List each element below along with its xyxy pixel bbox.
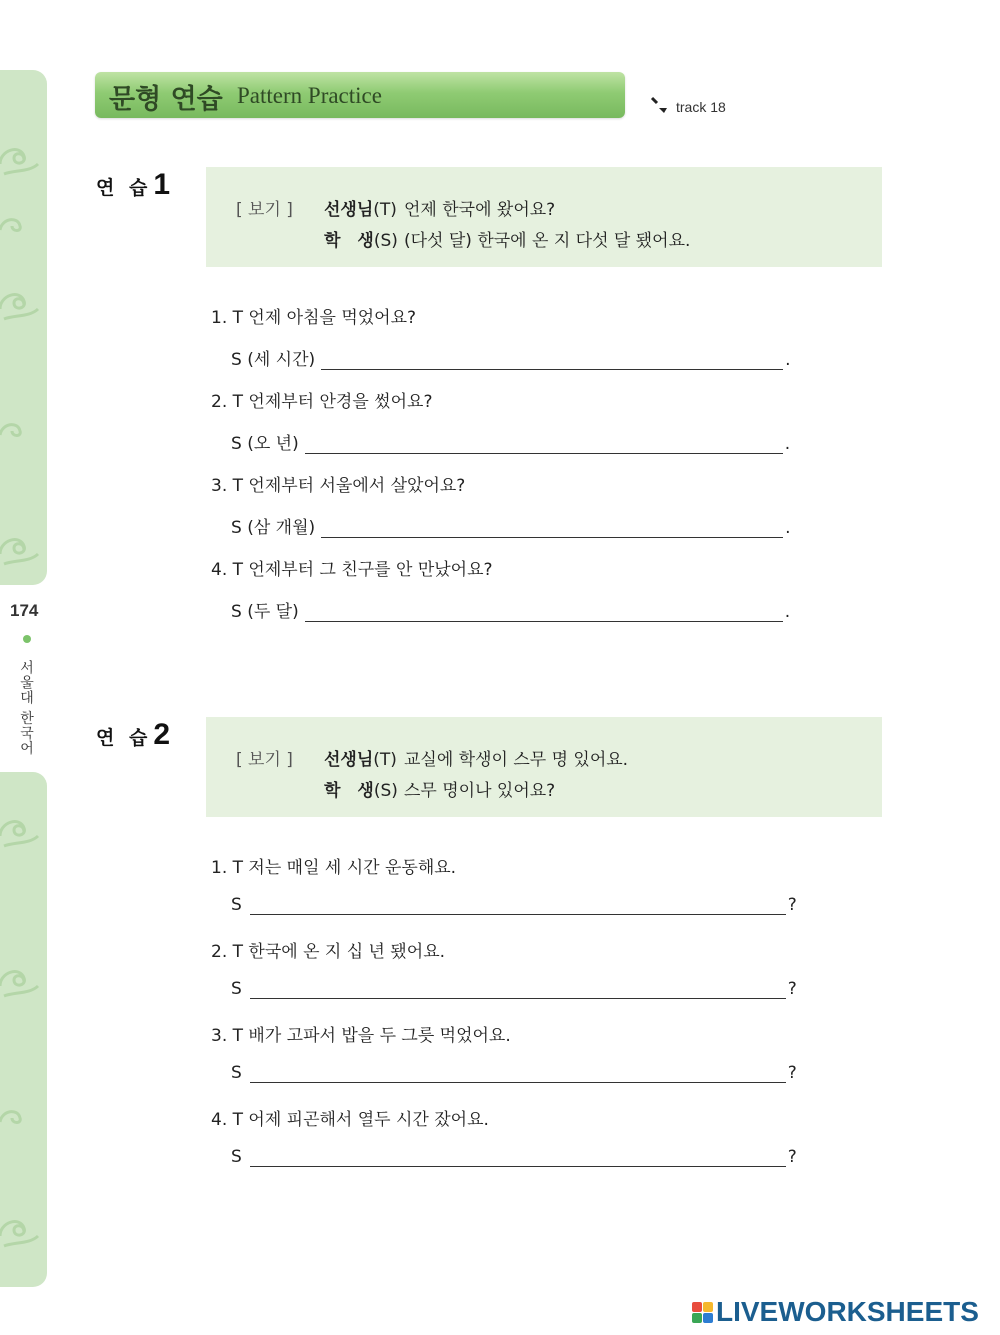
teacher-speaker: 선생님	[324, 200, 374, 220]
student-speaker: 학 생	[324, 781, 374, 801]
exercise-1-answer-4	[231, 597, 790, 622]
example-tag: [ 보기 ]	[236, 200, 293, 220]
teacher-speaker: 선생님	[324, 750, 374, 770]
student-marker: S	[231, 518, 242, 538]
answer-input-blank[interactable]	[321, 521, 783, 538]
watermark-text: LIVEWORKSHEETS	[716, 1296, 979, 1327]
liveworksheets-logo-icon	[692, 1302, 713, 1323]
student-text: (다섯 달) 한국에 온 지 다섯 달 됐어요.	[404, 231, 691, 251]
example-box-2	[206, 717, 882, 817]
cloud-swirl-icon	[0, 405, 42, 453]
student-marker: S	[231, 434, 242, 454]
answer-end-punctuation: ?	[787, 1147, 797, 1167]
answer-input-blank[interactable]	[250, 1150, 786, 1167]
answer-hint: (세 시간)	[247, 350, 316, 370]
side-decoration-band-top	[0, 70, 47, 585]
exercise-2-question-3: 3. T 배가 고파서 밥을 두 그릇 먹었어요.	[211, 1026, 511, 1046]
student-marker: S	[231, 602, 242, 622]
side-decoration-band-bottom	[0, 772, 47, 1287]
student-code: (S)	[373, 231, 398, 251]
student-marker: S	[231, 1147, 242, 1167]
example-student-line	[324, 226, 690, 251]
audio-track-icon[interactable]	[650, 96, 672, 118]
exercise-number: 2	[153, 718, 171, 751]
book-title: 서울대 한국어	[18, 660, 34, 756]
exercise-label-korean: 연 습	[96, 177, 152, 199]
answer-hint: (두 달)	[247, 602, 299, 622]
exercise-number: 1	[153, 168, 171, 201]
exercise-1-answer-2	[231, 429, 790, 454]
example-tag: [ 보기 ]	[236, 750, 293, 770]
example-teacher-line	[324, 195, 555, 220]
section-title-english: Pattern Practice	[237, 83, 382, 108]
answer-hint: (오 년)	[247, 434, 299, 454]
answer-input-blank[interactable]	[250, 1066, 786, 1083]
section-title-korean: 문형 연습	[109, 84, 223, 115]
track-label[interactable]: track 18	[676, 99, 726, 115]
exercise-1-question-2: 2. T 언제부터 안경을 썼어요?	[211, 392, 433, 412]
example-teacher-line	[324, 745, 628, 770]
exercise-label-korean: 연 습	[96, 727, 152, 749]
student-speaker: 학 생	[324, 231, 374, 251]
example-student-line	[324, 776, 555, 801]
exercise-2-question-2: 2. T 한국에 온 지 십 년 됐어요.	[211, 942, 446, 962]
student-code: (S)	[373, 781, 398, 801]
liveworksheets-watermark	[692, 1296, 979, 1328]
cloud-swirl-icon	[0, 952, 42, 1000]
cloud-swirl-icon	[0, 275, 42, 323]
exercise-2-question-1: 1. T 저는 매일 세 시간 운동해요.	[211, 858, 457, 878]
teacher-code: (T)	[373, 200, 397, 220]
page-number: 174	[10, 601, 39, 620]
page-dot-marker	[23, 635, 31, 643]
cloud-swirl-icon	[0, 520, 42, 568]
answer-end-punctuation: .	[785, 518, 791, 538]
answer-input-blank[interactable]	[250, 898, 786, 915]
answer-input-blank[interactable]	[250, 982, 786, 999]
teacher-text: 교실에 학생이 스무 명 있어요.	[404, 750, 629, 770]
student-marker: S	[231, 350, 242, 370]
exercise-1-answer-3	[231, 513, 791, 538]
answer-input-blank[interactable]	[305, 437, 783, 454]
answer-hint: (삼 개월)	[247, 518, 316, 538]
exercise-2-label	[96, 718, 170, 752]
exercise-1-question-4: 4. T 언제부터 그 친구를 안 만났어요?	[211, 560, 493, 580]
exercise-1-label	[96, 168, 170, 202]
teacher-text: 언제 한국에 왔어요?	[404, 200, 556, 220]
teacher-code: (T)	[373, 750, 397, 770]
answer-end-punctuation: .	[785, 350, 791, 370]
exercise-2-answer-2	[231, 979, 797, 999]
answer-end-punctuation: .	[784, 602, 791, 622]
cloud-swirl-icon	[0, 130, 42, 178]
cloud-swirl-icon	[0, 1092, 42, 1140]
student-text: 스무 명이나 있어요?	[404, 781, 556, 801]
cloud-swirl-icon	[0, 1202, 42, 1250]
cloud-swirl-icon	[0, 200, 42, 248]
exercise-2-answer-4	[231, 1147, 797, 1167]
exercise-1-question-1: 1. T 언제 아침을 먹었어요?	[211, 308, 417, 328]
exercise-2-answer-3	[231, 1063, 797, 1083]
answer-end-punctuation: ?	[787, 1063, 797, 1083]
cloud-swirl-icon	[0, 802, 42, 850]
answer-end-punctuation: ?	[787, 979, 797, 999]
student-marker: S	[231, 1063, 242, 1083]
section-title-bar	[95, 72, 625, 118]
answer-input-blank[interactable]	[321, 353, 783, 370]
example-box-1	[206, 167, 882, 267]
answer-end-punctuation: .	[784, 434, 791, 454]
student-marker: S	[231, 895, 242, 915]
student-marker: S	[231, 979, 242, 999]
exercise-2-answer-1	[231, 895, 797, 915]
exercise-1-question-3: 3. T 언제부터 서울에서 살았어요?	[211, 476, 466, 496]
exercise-1-answer-1	[231, 345, 791, 370]
answer-end-punctuation: ?	[787, 895, 797, 915]
exercise-2-question-4: 4. T 어제 피곤해서 열두 시간 잤어요.	[211, 1110, 489, 1130]
answer-input-blank[interactable]	[305, 605, 783, 622]
